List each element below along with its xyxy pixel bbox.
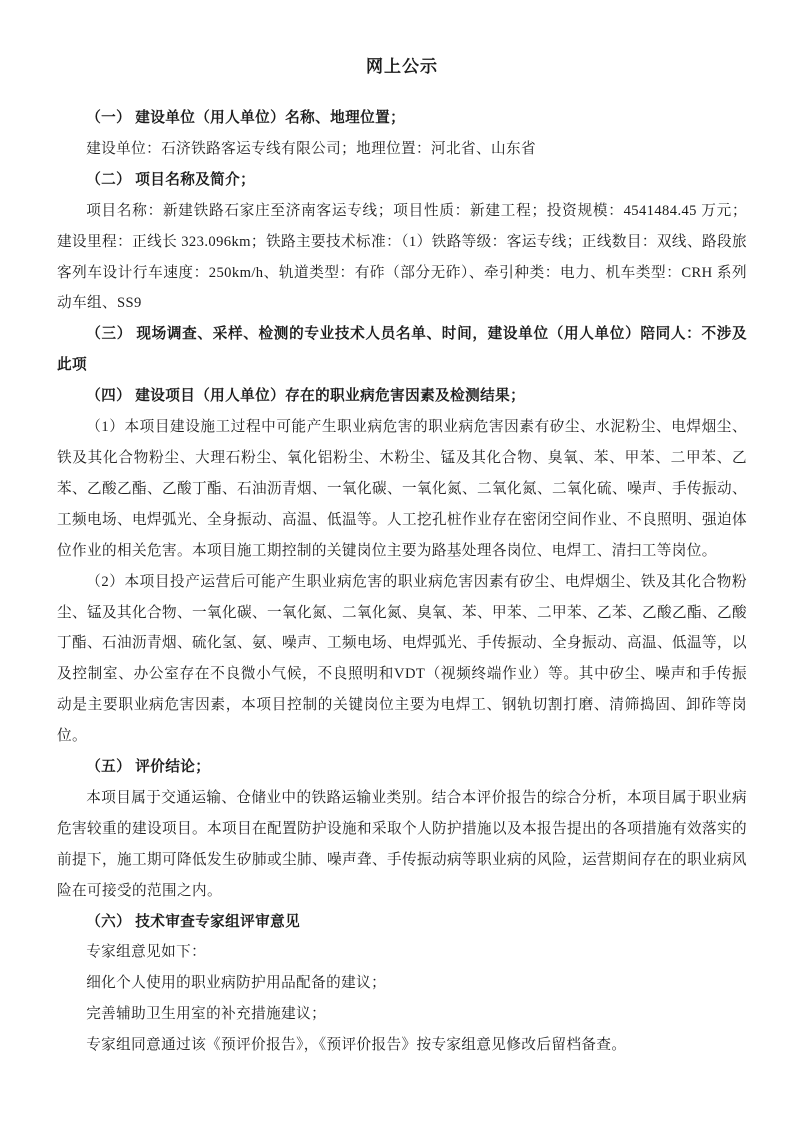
- paragraph: 专家组同意通过该《预评价报告》，《预评价报告》按专家组意见修改后留档备查。: [86, 1037, 627, 1054]
- section-heading: （二） 项目名称及简介；: [86, 171, 256, 188]
- paragraph: 项目名称：新建铁路石家庄至济南客运专线；项目性质：新建工程；投资规模：4541484.45 万元；建设里程：正线长 323.096km；铁路主要技术标准：（1）铁路等级：客运专线；正线数目：双线、路段旅客列车设计行车速度：250km/h、轨道类型：有砟（部分无砟）、牵引种类：电力、机车类型：CRH 系列动车组、SS9: [57, 202, 747, 312]
- section-6: [57, 907, 747, 1062]
- section-3: [57, 319, 747, 381]
- section-5: [57, 752, 747, 907]
- section-4: [57, 381, 747, 752]
- page-title: 网上公示: [366, 57, 438, 76]
- paragraph: 细化个人使用的职业病防护用品配备的建议；: [86, 975, 387, 992]
- section-heading: （四） 建设项目（用人单位）存在的职业病危害因素及检测结果；: [86, 388, 526, 405]
- section-2: [57, 165, 747, 320]
- paragraph: （1）本项目建设施工过程中可能产生职业病危害的职业病危害因素有矽尘、水泥粉尘、电焊烟尘、铁及其化合物粉尘、大理石粉尘、氧化铝粉尘、木粉尘、锰及其化合物、臭氧、苯、甲苯、二甲苯、乙苯、乙酸乙酯、乙酸丁酯、石油沥青烟、一氧化碳、一氧化氮、二氧化氮、二氧化硫、噪声、手传振动、工频电场、电焊弧光、全身振动、高温、低温等。人工挖孔桩作业存在密闭空间作业、不良照明、强迫体位作业的相关危害。本项目施工期控制的关键岗位主要为路基处理各岗位、电焊工、清扫工等岗位。: [57, 419, 747, 559]
- section-heading: （五） 评价结论；: [86, 759, 211, 776]
- paragraph: （2）本项目投产运营后可能产生职业病危害的职业病危害因素有矽尘、电焊烟尘、铁及其化合物粉尘、锰及其化合物、一氧化碳、一氧化氮、二氧化氮、臭氧、苯、甲苯、二甲苯、乙苯、乙酸乙酯、乙酸丁酯、石油沥青烟、硫化氢、氨、噪声、工频电场、电焊弧光、手传振动、全身振动、高温、低温等，以及控制室、办公室存在不良微小气候，不良照明和VDT（视频终端作业）等。其中矽尘、噪声和手传振动是主要职业病危害因素，本项目控制的关键岗位主要为电焊工、钢轨切割打磨、清筛捣固、卸砟等岗位。: [57, 573, 747, 745]
- paragraph: 建设单位：石济铁路客运专线有限公司；地理位置：河北省、山东省: [86, 140, 537, 157]
- section-1: [57, 103, 747, 165]
- paragraph: 完善辅助卫生用室的补充措施建议；: [86, 1006, 327, 1023]
- section-heading: （三） 现场调查、采样、检测的专业技术人员名单、时间，建设单位（用人单位）陪同人：不涉及此项: [57, 326, 747, 374]
- paragraph: 专家组意见如下：: [86, 944, 207, 961]
- section-heading: （六） 技术审查专家组评审意见: [86, 913, 301, 930]
- sections-container: [57, 103, 747, 1061]
- paragraph: 本项目属于交通运输、仓储业中的铁路运输业类别。结合本评价报告的综合分析，本项目属于职业病危害较重的建设项目。本项目在配置防护设施和采取个人防护措施以及本报告提出的各项措施有效落实的前提下，施工期可降低发生矽肺或尘肺、噪声聋、手传振动病等职业病的风险，运营期间存在的职业病风险在可接受的范围之内。: [57, 789, 747, 899]
- section-heading: （一） 建设单位（用人单位）名称、地理位置；: [86, 110, 406, 126]
